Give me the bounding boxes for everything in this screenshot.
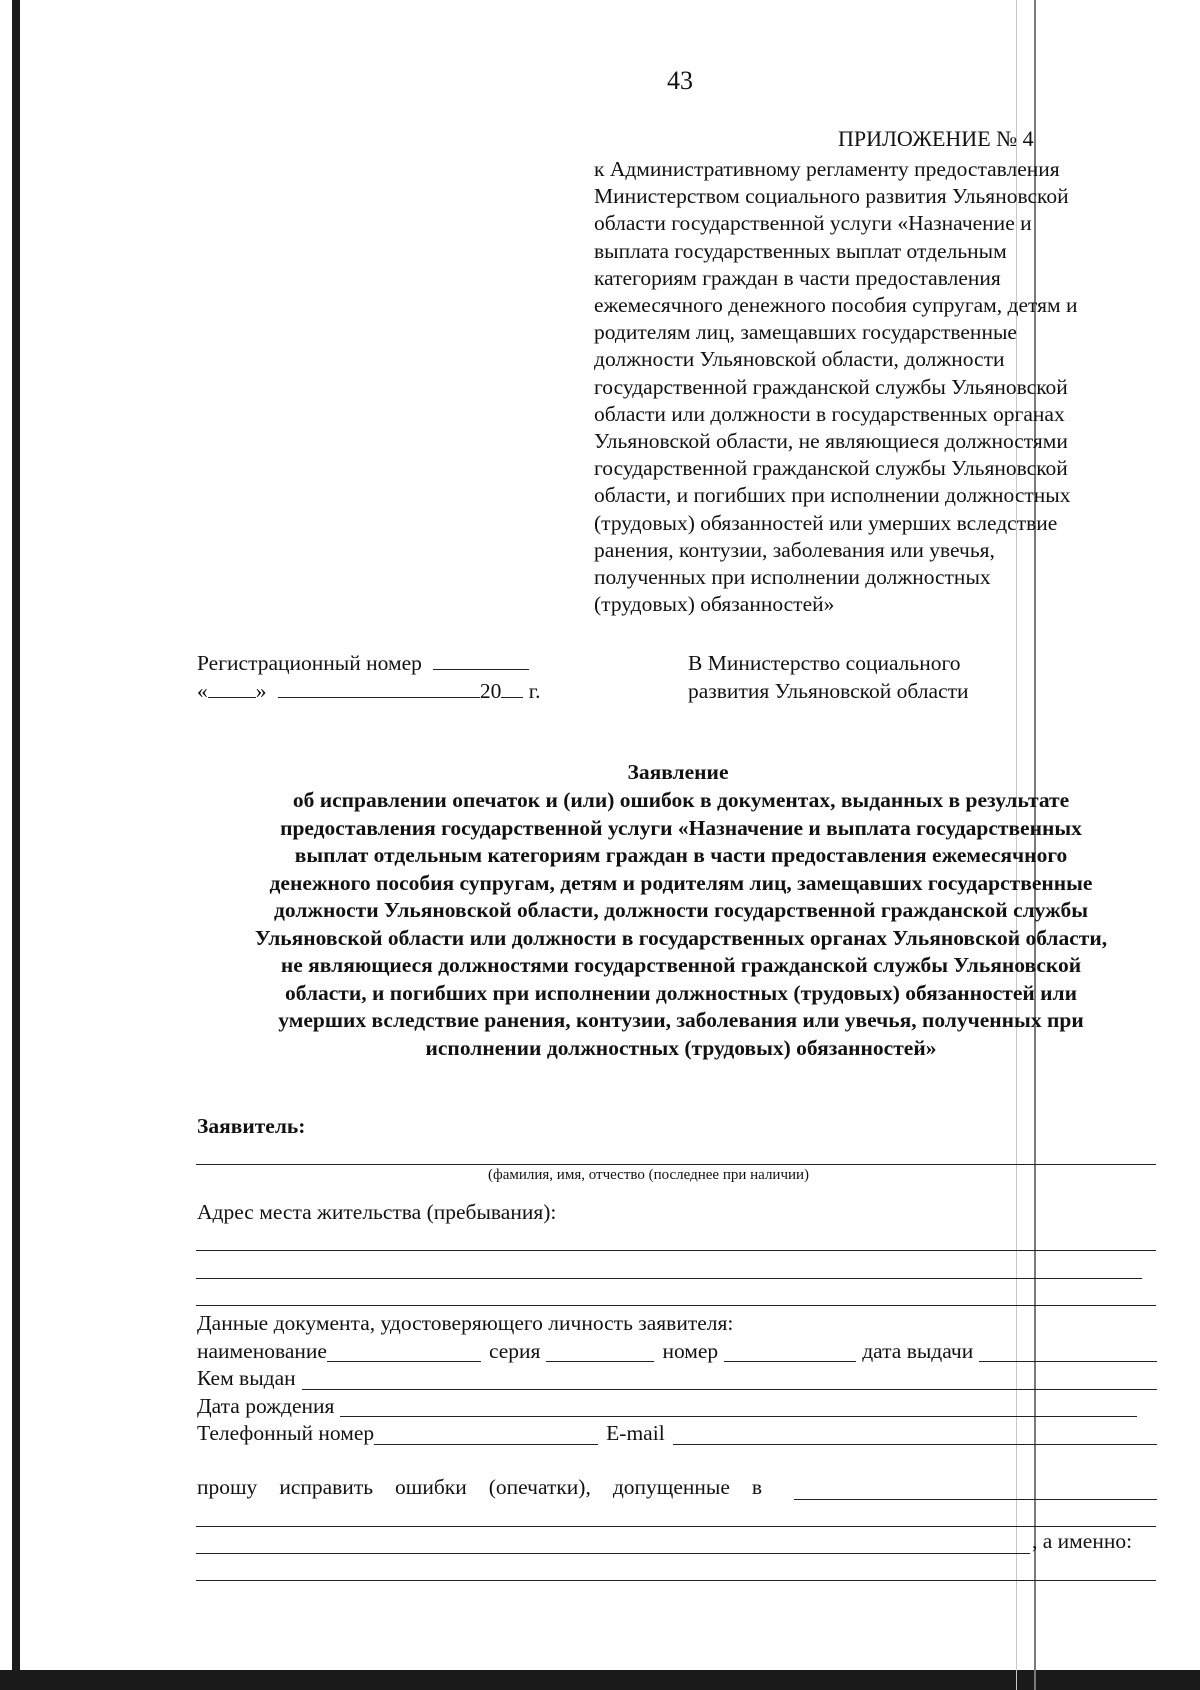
appendix-line: (трудовых) обязанностей или умерших вследствие: [594, 510, 1058, 535]
year-suffix: г.: [528, 679, 541, 703]
page-number: 43: [667, 66, 693, 95]
applicant-name-caption: (фамилия, имя, отчество (последнее при наличии): [488, 1167, 810, 1183]
request-word: допущенные: [612, 1475, 730, 1499]
birth-date-row: [197, 1393, 1157, 1421]
registration-month-field[interactable]: [278, 677, 480, 698]
request-word: (опечатки),: [488, 1475, 591, 1499]
email-label: E-mail: [606, 1421, 665, 1445]
document-name-label: наименование: [197, 1338, 327, 1363]
request-word: прошу: [197, 1475, 258, 1499]
applicant-label: Заявитель:: [197, 1114, 306, 1138]
document-name-field[interactable]: [327, 1339, 481, 1362]
birth-date-label: Дата рождения: [197, 1393, 335, 1418]
birth-date-field[interactable]: [340, 1394, 1137, 1417]
statement-subtitle-line: выплат отдельным категориям граждан в части предоставления ежемесячного: [294, 843, 1068, 867]
statement-subtitle-line: предоставления государственной услуги «Назначение и выплата государственных: [280, 815, 1082, 840]
statement-subtitle-line: области, и погибших при исполнении должностных (трудовых) обязанностей или: [284, 980, 1078, 1005]
registration-number-field[interactable]: [433, 649, 529, 670]
request-row: [197, 1475, 1157, 1500]
address-field-line-2[interactable]: [196, 1278, 1142, 1279]
issued-by-row: [197, 1365, 1157, 1393]
address-label: Адрес места жительства (пребывания):: [197, 1200, 557, 1224]
statement-subtitle-line: исполнении должностных (трудовых) обязанностей»: [425, 1035, 937, 1060]
id-document-heading: Данные документа, удостоверяющего личность заявителя:: [197, 1311, 734, 1335]
document-issue-date-label: дата выдачи: [862, 1338, 974, 1363]
date-close-quote: »: [255, 679, 267, 703]
appendix-line: области или должности в государственных органах: [594, 401, 1065, 426]
registration-year-field[interactable]: [501, 677, 523, 698]
statement-subtitle-line: об исправлении опечаток и (или) ошибок в документах, выданных в результате: [292, 788, 1070, 812]
appendix-line: Ульяновской области, не являющиеся должностями: [594, 429, 1068, 454]
appendix-line: области государственной услуги «Назначение и: [594, 211, 1032, 236]
statement-subtitle-line: должности Ульяновской области, должности государственной гражданской службы: [274, 898, 1088, 922]
addressee-block: [688, 649, 969, 705]
statement-subtitle-line: не являющиеся должностями государственной гражданской службы Ульяновской: [280, 953, 1082, 977]
appendix-line: ранения, контузии, заболевания или увечья,: [594, 537, 995, 562]
appendix-line: выплата государственных выплат отдельным: [594, 238, 1007, 263]
request-field-line-3[interactable]: [196, 1553, 1030, 1554]
appendix-line: государственной гражданской службы Ульяновской: [594, 456, 1068, 481]
request-word: исправить: [279, 1475, 374, 1499]
appendix-line: ежемесячного денежного пособия супругам, детям и: [594, 293, 1078, 318]
id-document-block: [197, 1310, 1157, 1448]
date-open-quote: «: [197, 679, 208, 703]
applicant-name-field[interactable]: [196, 1164, 1156, 1165]
registration-date-row: [197, 677, 541, 705]
scan-bottom-border: [0, 1670, 1200, 1690]
phone-field[interactable]: [374, 1422, 598, 1445]
appendix-line: Министерством социального развития Ульяновской: [594, 184, 1069, 209]
appendix-line: государственной гражданской службы Ульяновской: [594, 374, 1068, 399]
statement-title: Заявление: [627, 760, 729, 784]
appendix-line: (трудовых) обязанностей»: [594, 592, 835, 617]
request-field-line-2[interactable]: [196, 1526, 1156, 1527]
document-number-label: номер: [662, 1338, 719, 1363]
year-prefix: 20: [479, 679, 502, 703]
appendix-line: полученных при исполнении должностных: [594, 565, 991, 590]
email-field[interactable]: [673, 1422, 1157, 1445]
contacts-row: [197, 1420, 1157, 1448]
document-series-label: серия: [488, 1338, 541, 1363]
appendix-line: должности Ульяновской области, должности: [594, 347, 1005, 372]
address-field-line-1[interactable]: [196, 1250, 1156, 1251]
issued-by-field[interactable]: [302, 1367, 1157, 1390]
address-field-line-3[interactable]: [196, 1305, 1156, 1306]
appendix-reference: [594, 156, 1146, 618]
appendix-line: к Административному регламенту предоставления: [594, 157, 1060, 181]
id-document-heading-row: [197, 1310, 1157, 1338]
issued-by-label: Кем выдан: [197, 1366, 296, 1390]
statement-subtitle-line: Ульяновской области или должности в государственных органах Ульяновской области,: [254, 925, 1108, 950]
registration-number-row: [197, 649, 541, 677]
id-document-details-row: [197, 1338, 1157, 1366]
registration-number-label: Регистрационный номер: [197, 651, 422, 675]
request-tail: , а именно:: [1032, 1529, 1133, 1553]
request-field-line-4[interactable]: [196, 1580, 1156, 1581]
phone-label: Телефонный номер: [197, 1421, 375, 1445]
appendix-line: категориям граждан в части предоставления: [594, 265, 1001, 290]
document-series-field[interactable]: [546, 1339, 654, 1362]
registration-day-field[interactable]: [208, 677, 256, 698]
statement-subtitle: [196, 787, 1166, 1062]
addressee-line: В Министерство социального: [688, 651, 961, 675]
appendix-line: области, и погибших при исполнении должностных: [594, 483, 1071, 508]
scan-left-border: [12, 0, 20, 1690]
appendix-title: ПРИЛОЖЕНИЕ № 4: [838, 126, 1034, 151]
addressee-line: развития Ульяновской области: [688, 679, 969, 703]
request-word: в: [751, 1475, 763, 1499]
document-issue-date-field[interactable]: [979, 1339, 1157, 1362]
request-document-field[interactable]: [794, 1477, 1157, 1500]
request-word: ошибки: [395, 1475, 467, 1499]
statement-subtitle-line: денежного пособия супругам, детям и родителям лиц, замещавших государственные: [269, 870, 1093, 895]
statement-subtitle-line: умерших вследствие ранения, контузии, заболевания или увечья, полученных при: [278, 1008, 1084, 1032]
appendix-line: родителям лиц, замещавших государственные: [594, 320, 1017, 345]
registration-block: [197, 649, 541, 705]
document-number-field[interactable]: [724, 1339, 856, 1362]
